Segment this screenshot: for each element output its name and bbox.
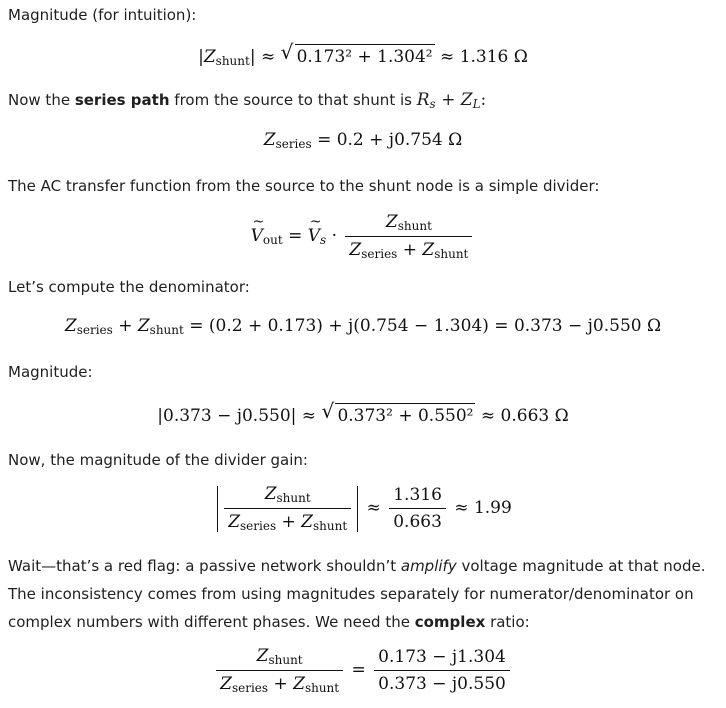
sqrt-shunt: √ 0.173² + 1.304² (280, 40, 433, 67)
shunt-magnitude-result: ≈ 1.316 Ω (440, 47, 528, 67)
text-transfer-function: The AC transfer function from the source to the shunt node is a simple divider: (8, 177, 600, 195)
equation-divider: ~ $V_{out}$ = ~ $V_s$ · $\frac{Z_{shunt}}{Z_{series} + Z_{shunt}}$ (0, 212, 726, 261)
equation-denominator: $Z_{series} + Z_{shunt} = (0.2 + 0.173) + j(0.754 - 1.304) = 0.373 - j0.550$ Ω (64, 316, 662, 337)
equation-gain-magnitude: $\frac{Z_{shunt}}{Z_{series} + Z_{shunt}}$ ≈ $\frac{1.316}{0.663}$ ≈ 1.99 (0, 484, 726, 533)
text-series-path: Now the series path from the source to that shunt is $R_s + Z_L$: (8, 90, 487, 111)
equation-series-impedance: $Z_{series} = 0.2 + j0.754$ Ω (263, 130, 463, 151)
text-red-flag-paragraph: Wait—that’s a red flag: a passive network shouldn’t amplify voltage magnitude at that node. The inconsistency comes from using magnitudes separately for numerator/denominator on complex numbers with different phases. We need the complex ratio: (8, 557, 706, 631)
sqrt-denominator: √ 0.373² + 0.550² (321, 399, 474, 426)
equation-denominator-magnitude: |0.373 − j0.550| ≈ √ 0.373² + 0.550² ≈ 0.663 Ω (157, 399, 569, 426)
equation-complex-ratio: $\frac{Z_{shunt}}{Z_{series} + Z_{shunt}}$ = $\frac{0.173 - j1.304}{0.373 - j0.550}$ (0, 646, 726, 695)
equation-shunt-magnitude: $|Z_{shunt}|$ ≈ √ 0.173² + 1.304² ≈ 1.316 Ω (198, 40, 528, 68)
text-magnitude: Magnitude: (8, 363, 93, 381)
text-divider-gain: Now, the magnitude of the divider gain: (8, 451, 308, 469)
divider-fraction: $\frac{Z_{shunt}}{Z_{series} + Z_{shunt}}$ (345, 212, 472, 261)
text-magnitude-intuition: Magnitude (for intuition): (8, 6, 197, 24)
text-compute-denominator: Let’s compute the denominator: (8, 278, 250, 296)
